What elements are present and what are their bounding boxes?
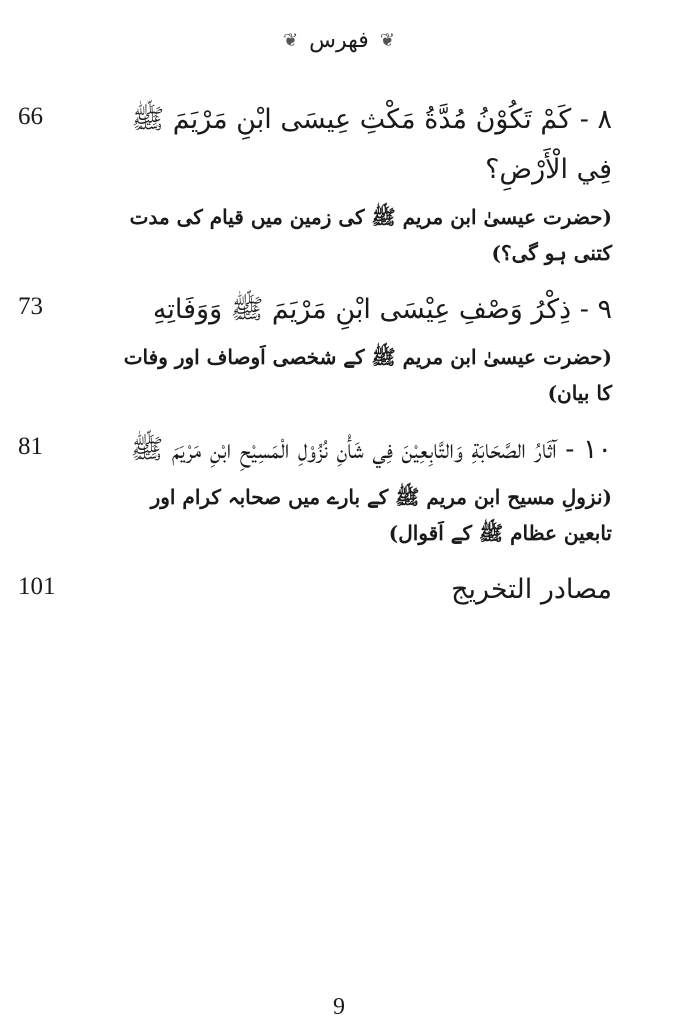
page-header [0,26,678,56]
toc-entry-page: 66 [18,103,43,130]
toc-entry-arabic-title: مصادر التخريج [451,574,612,605]
toc-entry-page: 73 [18,293,43,320]
toc-entry[interactable] [18,95,612,271]
table-of-contents [18,95,612,629]
toc-entry-urdu-title: (حضرت عیسیٰ ابن مریم ﷺ کے شخصی اَوصاف اور وفات کا بیان) [123,345,612,405]
toc-entry-arabic-title: ٩ - ذِكْرُ وَصْفِ عِيْسَى ابْنِ مَرْيَمَ ﷺ وَوَفَاتِهِ [152,294,612,325]
toc-entry-page: 101 [18,573,56,600]
toc-entry-body [102,285,612,411]
page-title: فهرس [309,28,369,53]
toc-entry-arabic-title: ١٠ - آثَارُ الصَّحَابَةِ وَالتَّابِعِيْنَ فِي شَأْنِ نُزُوْلِ الْمَسِيْحِ ابْنِ مَرْيَمَ ﷺ [130,434,612,465]
page-number: 9 [333,994,345,1020]
ornament-flourish-icon: ❦ [379,30,395,51]
toc-entry[interactable] [18,285,612,411]
toc-entry-body [102,565,612,615]
toc-entry-urdu-title: (نزولِ مسیح ابن مریم ﷺ کے بارے میں صحابہ کرام اور تابعین عظام ﷺ کے اَقوال) [150,485,612,545]
toc-entry-body [102,95,612,271]
toc-entry-page: 81 [18,433,43,460]
toc-entry-arabic-title: ٨ - كَمْ تَكُوْنُ مُدَّةُ مَكْثِ عِيسَى ابْنِ مَرْيَمَ ﷺ فِي الْأَرْضِ؟ [131,104,612,185]
ornament-flourish-icon: ❦ [283,30,299,51]
toc-entry-body [102,425,612,551]
toc-entry[interactable] [18,425,612,551]
toc-entry[interactable] [18,565,612,615]
toc-entry-urdu-title: (حضرت عیسیٰ ابن مریم ﷺ کی زمین میں قیام کی مدت کتنی ہو گی؟) [129,205,612,265]
